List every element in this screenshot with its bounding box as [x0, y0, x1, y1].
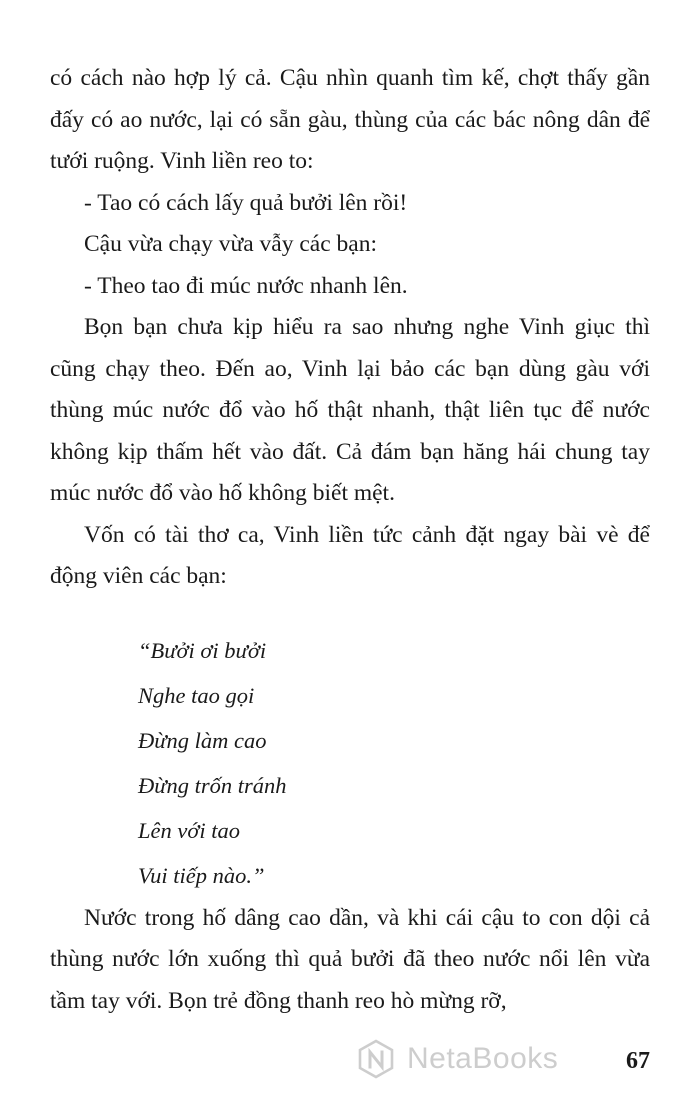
- watermark: [355, 1038, 558, 1080]
- page-footer: [0, 1010, 700, 1120]
- verse-line: “Bưởi ơi bưởi: [138, 637, 267, 663]
- verse-block: [50, 628, 650, 898]
- paragraph-narration-2: Bọn bạn chưa kịp hiểu ra sao nhưng nghe Vinh giục thì cũng chạy theo. Đến ao, Vinh lại bảo các bạn dùng gàu với thùng múc nước đổ vào hố thật nhanh, thật liên tục để nước không kịp thấm hết vào đất. Cả đám bạn hăng hái chung tay múc nước đổ vào hố không biết mệt.: [50, 314, 650, 506]
- paragraph-narration-3: Vốn có tài thơ ca, Vinh liền tức cảnh đặt ngay bài vè để động viên các bạn:: [50, 521, 650, 589]
- verse-line: Lên với tao: [138, 817, 240, 843]
- paragraph-closing: Nước trong hố dâng cao dần, và khi cái cậu to con dội cả thùng nước lớn xuống thì quả bưởi đã theo nước nổi lên vừa tầm tay với. Bọn trẻ đồng thanh reo hò mừng rỡ,: [50, 904, 650, 1014]
- netabooks-logo-icon: [355, 1038, 397, 1080]
- paragraph-dialogue-2: - Theo tao đi múc nước nhanh lên.: [84, 272, 408, 299]
- verse-line: Đừng trốn tránh: [138, 772, 287, 798]
- watermark-label: NetaBooks: [407, 1042, 559, 1075]
- verse-line: Nghe tao gọi: [138, 682, 255, 708]
- paragraph-continuation: có cách nào hợp lý cả. Cậu nhìn quanh tìm kế, chợt thấy gần đấy có ao nước, lại có sẵn gàu, thùng của các bác nông dân để tưới ruộng. Vinh liền reo to:: [50, 65, 650, 174]
- verse-line: Vui tiếp nào.”: [138, 862, 265, 888]
- paragraph-dialogue-1: - Tao có cách lấy quả bưởi lên rồi!: [84, 189, 408, 216]
- verse-line: Đừng làm cao: [138, 727, 267, 753]
- paragraph-narration-1: Cậu vừa chạy vừa vẫy các bạn:: [84, 231, 377, 257]
- page-number: 67: [626, 1048, 650, 1074]
- page-body: [50, 58, 650, 1022]
